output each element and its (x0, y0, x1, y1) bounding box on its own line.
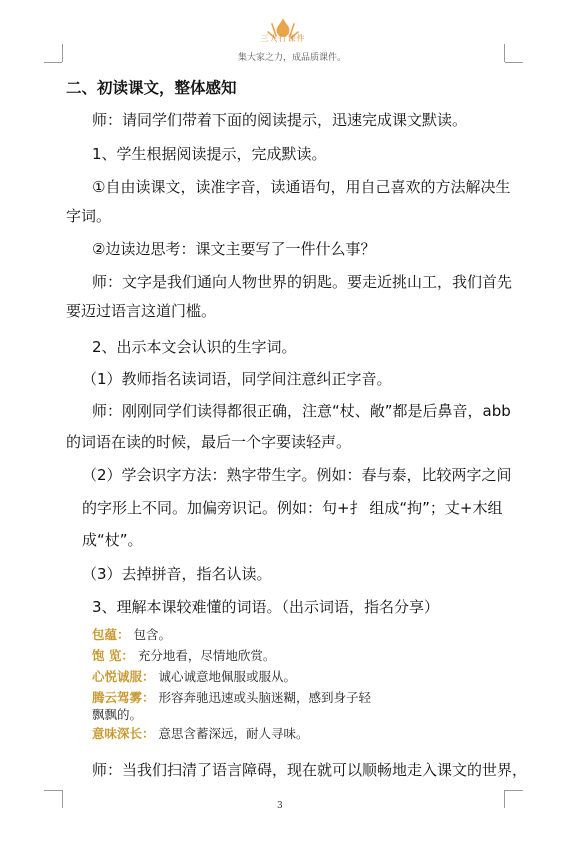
vocab-definition: 诚心诚意地佩服或服从。 (158, 669, 297, 684)
paragraph: 字词。 (66, 207, 112, 225)
crop-mark-top-right-v (504, 44, 505, 62)
vocab-definition: 意思含蓄深远，耐人寻味。 (158, 726, 309, 741)
crop-mark-top-left-h (44, 62, 62, 63)
paragraph: 1、学生根据阅读提示，完成默读。 (92, 145, 327, 163)
vocab-term: 饱 览： (92, 648, 134, 663)
paragraph: 成“杖”。 (82, 531, 143, 549)
vocab-term: 包蕴： (92, 627, 130, 642)
paragraph: （1）教师指名读词语，同学间注意纠正字音。 (82, 370, 392, 388)
paragraph: 师：刚刚同学们读得都很正确，注意“杖、敞”都是后鼻音，abb (92, 402, 511, 420)
vocab-item (92, 689, 371, 706)
brand-logo-text: 三人行课件 (260, 34, 306, 43)
paragraph: 2、出示本文会认识的生字词。 (92, 338, 297, 356)
vocab-item (92, 706, 142, 723)
vocab-definition: 飘飘的。 (92, 707, 143, 722)
crop-mark-bottom-right-v (504, 790, 505, 808)
paragraph: （2）学会识字方法：熟字带生字。例如：春与泰，比较两字之间 (82, 466, 512, 484)
paragraph: 的词语在读的时候，最后一个字要读轻声。 (66, 433, 352, 451)
brand-slogan: 集大家之力，成品质课件。 (238, 53, 347, 63)
paragraph: ①自由读课文，读准字音，读通语句，用自己喜欢的方法解决生 (92, 178, 511, 196)
brand-logo-icon (258, 14, 308, 50)
paragraph: 师：请同学们带着下面的阅读提示，迅速完成课文默读。 (92, 111, 468, 129)
vocab-item (92, 626, 171, 643)
crop-mark-bottom-left-h (44, 790, 62, 791)
vocab-definition: 包含。 (133, 627, 172, 642)
paragraph: 师：当我们扫清了语言障碍，现在就可以顺畅地走入课文的世界， (92, 761, 528, 779)
paragraph: 3、理解本课较难懂的词语。（出示词语，指名分享） (92, 598, 440, 616)
crop-mark-top-right-h (505, 62, 523, 63)
section-heading: 二、初读课文，整体感知 (66, 79, 237, 97)
vocab-term: 心悦诚服： (92, 669, 155, 684)
paragraph: 师：文字是我们通向人物世界的钥匙。要走近挑山工，我们首先 (92, 273, 513, 291)
crop-mark-top-left-v (62, 44, 63, 62)
paragraph: （3）去掉拼音，指名认读。 (82, 565, 272, 583)
paragraph: ②边读边思考：课文主要写了一件什么事？ (92, 240, 376, 258)
vocab-item (92, 725, 309, 742)
page-number: 3 (277, 801, 283, 811)
crop-mark-bottom-right-h (505, 790, 523, 791)
crop-mark-bottom-left-v (62, 790, 63, 808)
vocab-term: 意味深长： (92, 726, 155, 741)
vocab-definition: 形容奔驰迅速或头脑迷糊，感到身子轻 (158, 690, 372, 705)
vocab-term: 腾云驾雾： (92, 690, 155, 705)
paragraph: 的字形上不同。加偏旁识记。例如：句+扌 组成“拘”；丈+木组 (82, 499, 503, 517)
paragraph: 要迈过语言这道门槛。 (66, 302, 217, 320)
vocab-item (92, 668, 296, 685)
vocab-item (92, 647, 275, 664)
vocab-definition: 充分地看，尽情地欣赏。 (137, 648, 276, 663)
